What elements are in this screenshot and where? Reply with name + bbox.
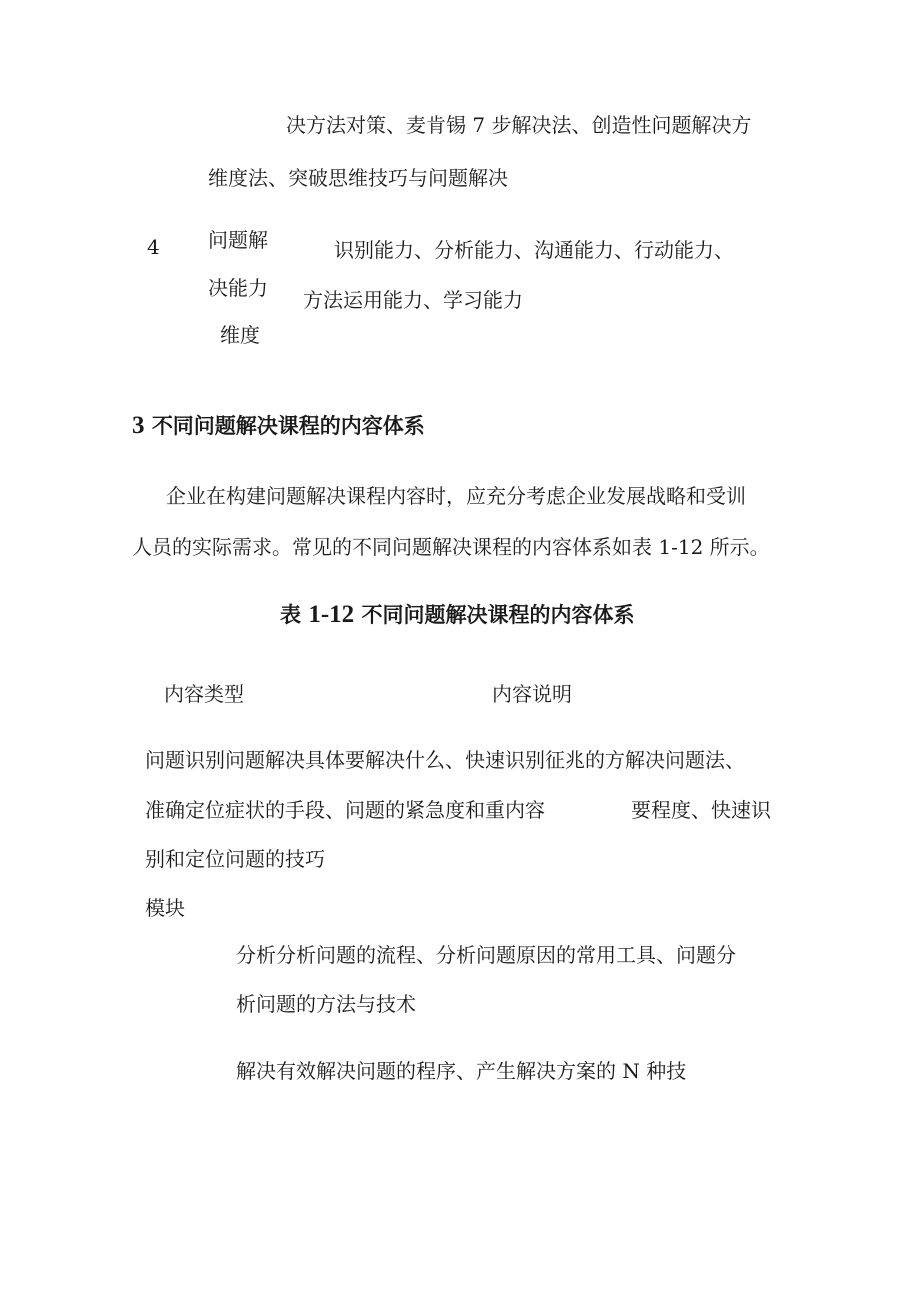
caption-title: 不同问题解决课程的内容体系 bbox=[361, 602, 635, 627]
section-title: 不同问题解决课程的内容体系 bbox=[151, 413, 425, 438]
table-cell-text: 问题识别问题解决具体要解决什么、快速识别征兆的方解决问题法、 bbox=[145, 748, 745, 772]
caption-prefix: 表 bbox=[280, 602, 301, 627]
table-cell-text: 别和定位问题的技巧 bbox=[145, 847, 325, 871]
table-cell-text: 模块 bbox=[145, 896, 185, 920]
table-cell-text: 方法运用能力、学习能力 bbox=[303, 288, 523, 312]
table-cell-text: 准确定位症状的手段、问题的紧急度和重内容 bbox=[145, 798, 545, 822]
table-caption bbox=[280, 603, 634, 627]
table-cell-text: 解决有效解决问题的程序、产生解决方案的 N 种技 bbox=[236, 1059, 687, 1083]
row-number: 4 bbox=[147, 235, 160, 259]
table-cell-text: 决能力 bbox=[208, 276, 268, 300]
paragraph-line: 人员的实际需求。常见的不同问题解决课程的内容体系如表 1-12 所示。 bbox=[132, 535, 770, 559]
table-header-type: 内容类型 bbox=[164, 682, 244, 706]
section-number: 3 bbox=[132, 412, 145, 439]
table-cell-text: 析问题的方法与技术 bbox=[236, 992, 416, 1016]
paragraph-line: 企业在构建问题解决课程内容时，应充分考虑企业发展战略和受训 bbox=[166, 484, 746, 508]
table-cell-text: 分析分析问题的流程、分析问题原因的常用工具、问题分 bbox=[236, 943, 736, 967]
table-header-desc: 内容说明 bbox=[492, 682, 572, 706]
table-cell-text: 问题解 bbox=[208, 228, 268, 252]
table-cell-text: 维度法、突破思维技巧与问题解决 bbox=[208, 166, 508, 190]
table-cell-text: 决方法对策、麦肯锡 7 步解决法、创造性问题解决方 bbox=[286, 113, 752, 137]
caption-number: 1-12 bbox=[308, 601, 355, 628]
table-cell-text: 要程度、快速识 bbox=[631, 798, 771, 822]
table-cell-text: 维度 bbox=[220, 323, 260, 347]
table-cell-text: 识别能力、分析能力、沟通能力、行动能力、 bbox=[334, 238, 734, 262]
section-heading bbox=[132, 414, 425, 438]
